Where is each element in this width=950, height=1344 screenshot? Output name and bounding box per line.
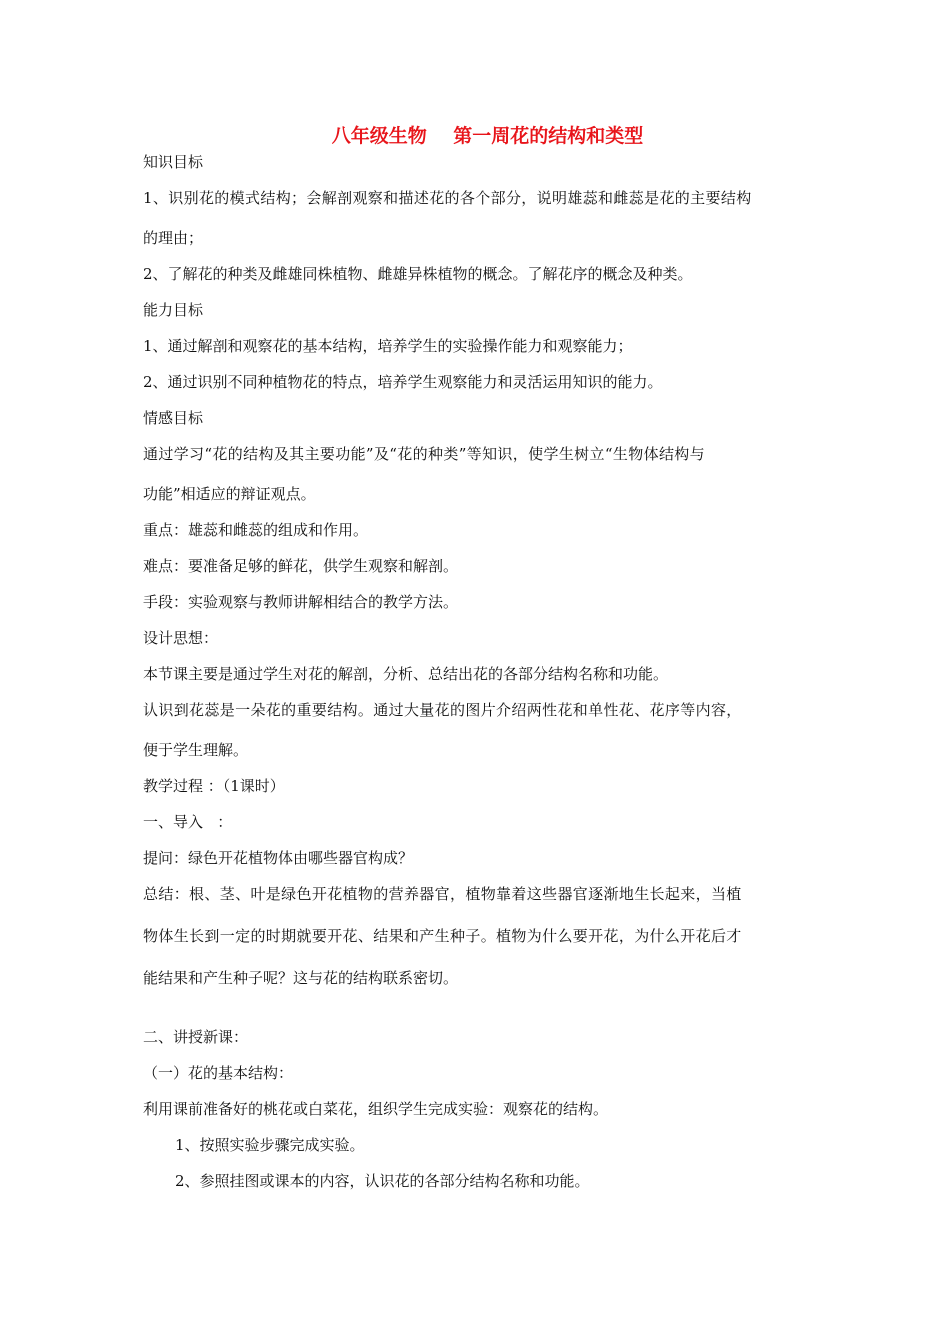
paragraph-line: 1、识别花的模式结构；会解剖观察和描述花的各个部分，说明雄蕊和雌蕊是花的主要结构	[143, 189, 752, 207]
paragraph-line: 物体生长到一定的时期就要开花、结果和产生种子。植物为什么要开花，为什么开花后才	[143, 927, 742, 945]
paragraph-line: 2、了解花的种类及雌雄同株植物、雌雄异株植物的概念。了解花序的概念及种类。	[143, 265, 693, 283]
paragraph-line: 1、通过解剖和观察花的基本结构，培养学生的实验操作能力和观察能力；	[143, 337, 633, 355]
section-heading-introduction: 一、导入 ：	[143, 813, 233, 831]
section-heading-ability-goals: 能力目标	[143, 301, 204, 319]
method-line: 手段：实验观察与教师讲解相结合的教学方法。	[143, 593, 459, 611]
paragraph-line: 总结：根、茎、叶是绿色开花植物的营养器官，植物靠着这些器官逐渐地生长起来，当植	[143, 885, 742, 903]
document-title: 八年级生物 第一周花的结构和类型	[331, 125, 644, 147]
list-item: 2、参照挂图或课本的内容，认识花的各部分结构名称和功能。	[175, 1172, 590, 1190]
subsection-heading-flower-structure: （一）花的基本结构：	[143, 1064, 294, 1082]
paragraph-line: 便于学生理解。	[143, 741, 249, 759]
paragraph-line: 功能”相适应的辩证观点。	[143, 485, 316, 503]
section-heading-emotion-goals: 情感目标	[143, 409, 204, 427]
paragraph-line: 利用课前准备好的桃花或白菜花，组织学生完成实验：观察花的结构。	[143, 1100, 609, 1118]
section-heading-knowledge-goals: 知识目标	[143, 153, 204, 171]
section-heading-design-idea: 设计思想：	[143, 629, 219, 647]
key-point-line: 重点：雄蕊和雌蕊的组成和作用。	[143, 521, 369, 539]
paragraph-line: 能结果和产生种子呢？这与花的结构联系密切。	[143, 969, 459, 987]
paragraph-line: 本节课主要是通过学生对花的解剖，分析、总结出花的各部分结构名称和功能。	[143, 665, 669, 683]
paragraph-line: 通过学习“花的结构及其主要功能”及“花的种类”等知识，使学生树立“生物体结构与	[143, 445, 705, 463]
section-heading-new-lesson: 二、讲授新课：	[143, 1028, 249, 1046]
paragraph-line: 2、通过识别不同种植物花的特点，培养学生观察能力和灵活运用知识的能力。	[143, 373, 663, 391]
list-item: 1、按照实验步骤完成实验。	[175, 1136, 365, 1154]
difficulty-line: 难点：要准备足够的鲜花，供学生观察和解剖。	[143, 557, 459, 575]
paragraph-line: 认识到花蕊是一朵花的重要结构。通过大量花的图片介绍两性花和单性花、花序等内容，	[143, 701, 742, 719]
section-heading-teaching-process: 教学过程 ：（1课时）	[143, 777, 285, 795]
paragraph-line: 的理由；	[143, 229, 204, 247]
paragraph-line: 提问：绿色开花植物体由哪些器官构成？	[143, 849, 414, 867]
